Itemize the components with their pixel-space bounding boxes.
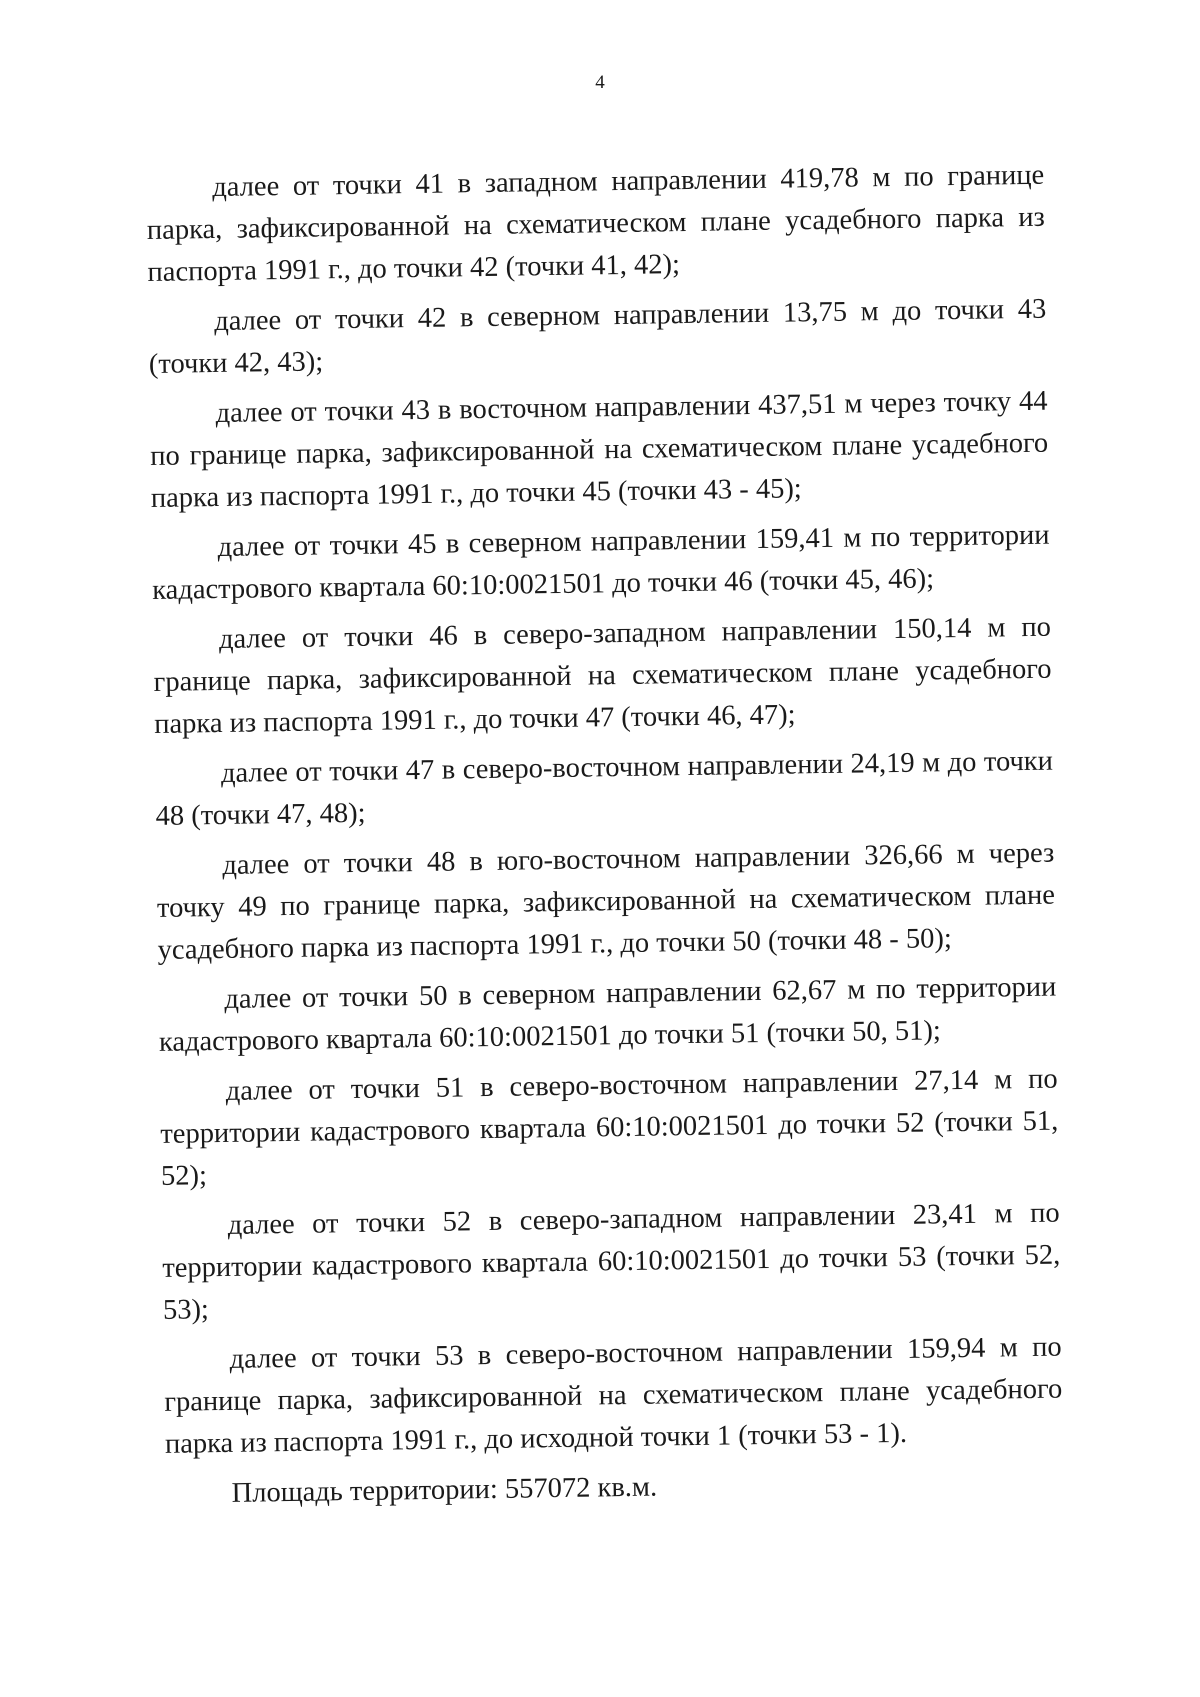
boundary-segment-48-50: далее от точки 48 в юго-восточном направлении 326,66 м через точку 49 по границе парка, зафиксированной на схематическом плане усадебного парка из паспорта 1991 г., до точки 50 (точки 48 - 50); (156, 837, 1056, 966)
boundary-segment-51-52: далее от точки 51 в северо-восточном направлении 27,14 м по территории кадастрового квартала 60:10:0021501 до точки 52 (точки 51, 52); (160, 1063, 1059, 1192)
boundary-segment-52-53: далее от точки 52 в северо-западном направлении 23,41 м по территории кадастрового квартала 60:10:0021501 до точки 53 (точки 52, 53); (162, 1197, 1061, 1326)
boundary-description (146, 155, 1064, 1516)
boundary-segment-41-42: далее от точки 41 в западном направлении 419,78 м по границе парка, зафиксированной на схематическом плане усадебного парка из паспорта 1991 г., до точки 42 (точки 41, 42); (146, 159, 1046, 288)
page-number: 4 (595, 72, 605, 93)
territory-area: Площадь территории: 557072 кв.м. (231, 1471, 658, 1509)
boundary-segment-45-46: далее от точки 45 в северном направлении 159,41 м по территории кадастрового квартала 60:10:0021501 до точки 46 (точки 45, 46); (152, 519, 1050, 606)
boundary-segment-43-45: далее от точки 43 в восточном направлении 437,51 м через точку 44 по границе парка, зафиксированной на схематическом плане усадебного парка из паспорта 1991 г., до точки 45 (точки 43 - 45); (150, 385, 1049, 514)
boundary-segment-50-51: далее от точки 50 в северном направлении 62,67 м по территории кадастрового квартала 60:10:0021501 до точки 51 (точки 50, 51); (158, 971, 1057, 1058)
boundary-segment-53-1: далее от точки 53 в северо-восточном направлении 159,94 м по границе парка, зафиксированной на схематическом плане усадебного парка из паспорта 1991 г., до исходной точки 1 (точки 53 - 1). (164, 1331, 1063, 1460)
boundary-segment-42-43: далее от точки 42 в северном направлении 13,75 м до точки 43 (точки 42, 43); (148, 293, 1047, 380)
boundary-segment-46-47: далее от точки 46 в северо-западном направлении 150,14 м по границе парка, зафиксированной на схематическом плане усадебного парка из паспорта 1991 г., до точки 47 (точки 46, 47); (153, 611, 1052, 740)
boundary-segment-47-48: далее от точки 47 в северо-восточном направлении 24,19 м до точки 48 (точки 47, 48); (155, 745, 1054, 832)
